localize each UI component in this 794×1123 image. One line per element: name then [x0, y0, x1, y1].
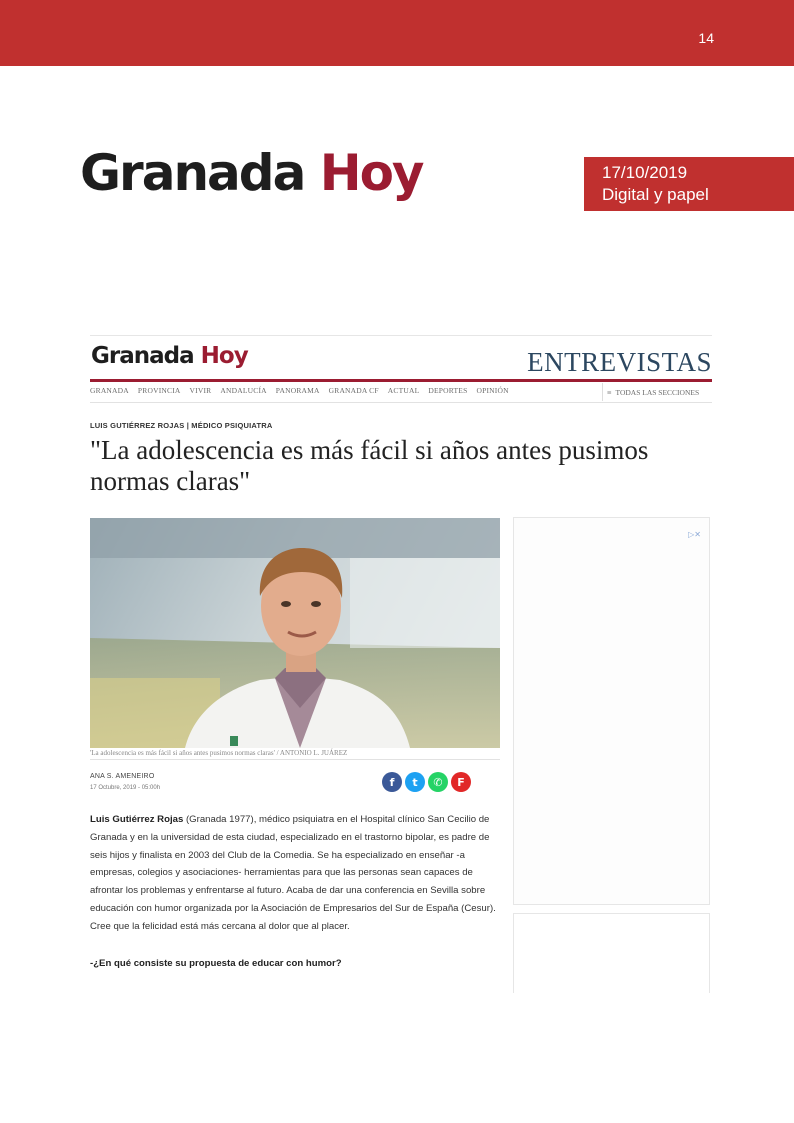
section-nav [90, 386, 509, 395]
article-clipping [80, 335, 722, 990]
lead-name: Luis Gutiérrez Rojas [90, 814, 184, 825]
divider [90, 379, 712, 382]
ad-slot[interactable] [513, 913, 710, 993]
all-sections-button[interactable] [602, 383, 710, 401]
divider [90, 335, 712, 336]
nav-item-panorama[interactable]: PANORAMA [275, 386, 320, 395]
whatsapp-icon[interactable]: ✆ [428, 772, 448, 792]
nav-item-deportes[interactable]: DEPORTES [428, 386, 468, 395]
nav-item-granada-cf[interactable]: GRANADA CF [328, 386, 379, 395]
article-photo[interactable] [90, 518, 500, 748]
article-kicker: LUIS GUTIÉRREZ ROJAS | MÉDICO PSIQUIATRA [90, 421, 273, 430]
publication-date: 17/10/2019 [602, 163, 688, 182]
photo-illustration [90, 518, 500, 748]
logo-word-granada: Granada [91, 343, 194, 369]
lead-text: (Granada 1977), médico psiquiatra en el Hospital clínico San Cecilio de Granada y en la universidad de esta ciudad, especializado en el trastorno bipolar, es padre de seis hijos y finalista en 2003 del Club de la Comedia. Se ha especializado en enseñar -a empresas, colegios y asociaciones- herramientas para que las personas sean capaces de afrontar los problemas y enfrentarse al futuro. Acaba de dar una conferencia en Sevilla sobre educación con humor organizada por la Asociación de Empresarios del Sur de España (Cesur). Cree que la felicidad está más cercana al dolor que al placer. [90, 814, 496, 932]
article-headline: "La adolescencia es más fácil si años antes pusimos normas claras" [90, 435, 649, 496]
menu-icon: ≡ [607, 387, 612, 397]
ad-choices-icon[interactable]: ▷✕ [688, 530, 701, 539]
clipping-logo[interactable] [91, 343, 248, 369]
divider [90, 402, 712, 403]
logo-word-hoy: Hoy [319, 144, 423, 202]
twitter-icon[interactable]: t [405, 772, 425, 792]
article-date: 17 Octubre, 2019 - 05:00h [90, 785, 161, 791]
nav-item-andalucia[interactable]: ANDALUCÍA [220, 386, 267, 395]
ad-slot[interactable] [513, 517, 710, 905]
nav-item-actual[interactable]: ACTUAL [387, 386, 420, 395]
all-sections-label: TODAS LAS SECCIONES [615, 387, 700, 397]
article-author[interactable]: ANA S. AMENEIRO [90, 773, 155, 780]
share-buttons [382, 772, 471, 792]
article-lead [90, 811, 500, 936]
publication-medium: Digital y papel [602, 185, 709, 204]
nav-item-vivir[interactable]: VIVIR [189, 386, 212, 395]
facebook-icon[interactable]: f [382, 772, 402, 792]
divider [90, 759, 500, 760]
logo-word-hoy: Hoy [200, 343, 248, 369]
nav-item-granada[interactable]: GRANADA [90, 386, 129, 395]
section-title: ENTREVISTAS [527, 347, 712, 377]
interview-question: -¿En qué consiste su propuesta de educar con humor? [90, 958, 342, 969]
newspaper-logo [80, 144, 423, 202]
page-number: 14 [698, 30, 714, 46]
flipboard-icon[interactable]: F [451, 772, 471, 792]
top-banner [0, 0, 794, 66]
photo-caption: 'La adolescencia es más fácil si años antes pusimos normas claras' / ANTONIO L. JUÁREZ [90, 749, 348, 757]
date-box [584, 157, 794, 211]
logo-word-granada: Granada [80, 144, 305, 202]
nav-item-opinion[interactable]: OPINIÓN [476, 386, 509, 395]
nav-item-provincia[interactable]: PROVINCIA [137, 386, 181, 395]
